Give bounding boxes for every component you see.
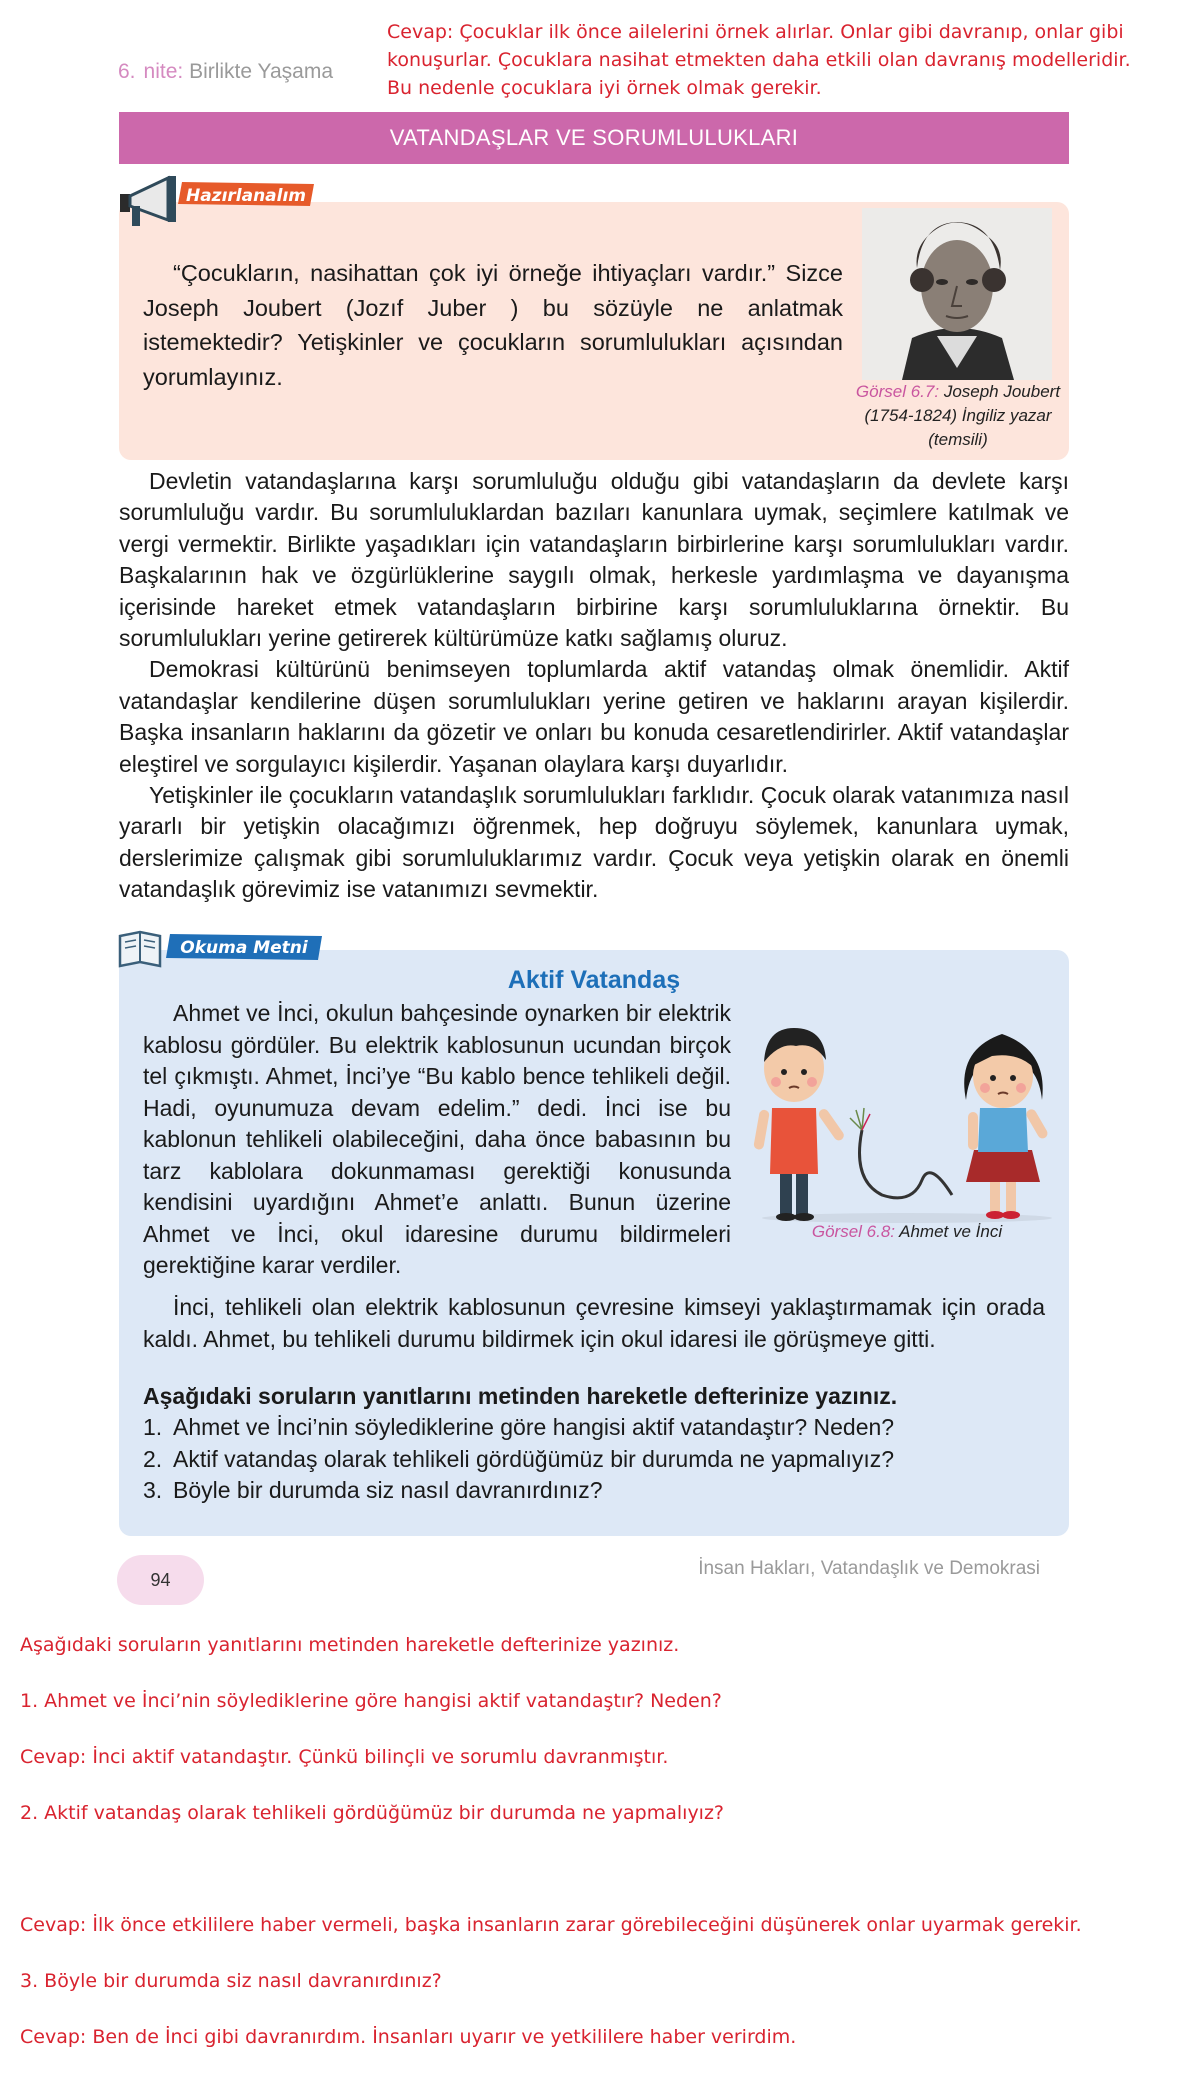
body-paragraph-2: Demokrasi kültürünü benimseyen toplumlarda aktif vatandaş olmak önemlidir. Aktif vatandaşlar kendilerine düşen sorumlulukları yerine getiren ve haklarını arayan kişilerdir. Başka insanların haklarını da gözetir ve onları bu konuda cesaretlendirirler. Aktif vatandaşlar eleştirel ve sorgulayıcı kişilerdir. Yaşanan olaylara karşı duyarlıdır. xyxy=(119,656,1069,777)
story-paragraph-1: Ahmet ve İnci, okulun bahçesinde oynarken bir elektrik kablosu gördüler. Bu elektrik kablosunun ucundan birçok tel çıkmıştı. Ahmet, İnci’ye “Bu kablo bence tehlikeli değil. Hadi, oyunumuza devam edelim.” dedi. İnci ise bu kablonun tehlikeli olabileceğini, daha önce babasının bu tarz kablolara dokunmaması gerektiği konusunda kendisini uyardığını Ahmet’e anlattı. Bunun üzerine Ahmet ve İnci, okul idaresine durumu bildirmeleri gerektiğine karar verdiler. xyxy=(143,1000,731,1278)
answers-heading: Aşağıdaki soruların yanıtlarını metinden hareketle defterinize yazınız. xyxy=(20,1634,680,1656)
questions-list xyxy=(143,1412,1045,1507)
header-answer: Cevap: Çocuklar ilk önce ailelerini örnek alırlar. Onlar gibi davranıp, onlar gibi konuşurlar. Çocuklara nasihat etmekten daha etkili olan davranış modelleridir. Bu nedenle çocuklara iyi örnek olmak gerekir. xyxy=(387,21,1131,99)
questions-heading: Aşağıdaki soruların yanıtlarını metinden hareketle defterinize yazınız. xyxy=(143,1383,898,1409)
answer-question-3: 3. Böyle bir durumda siz nasıl davranırdınız? xyxy=(20,1970,442,1992)
prep-text-content: “Çocukların, nasihattan çok iyi örneğe ihtiyaçları vardır.” Sizce Joseph Joubert (Jozıf Juber ) bu sözüyle ne anlatmak istemektedir? Yetişkinler ve çocukların sorumlulukları açısından yorumlayınız. xyxy=(143,260,843,390)
girl-figure xyxy=(964,1034,1049,1219)
boy-figure xyxy=(753,1028,846,1221)
reading-title: Aktif Vatandaş xyxy=(507,966,681,994)
kids-illustration xyxy=(752,990,1062,1225)
answer-question-2: 2. Aktif vatandaş olarak tehlikeli gördüğümüz bir durumda ne yapmalıyız? xyxy=(20,1802,725,1824)
answer-3: Cevap: Ben de İnci gibi davranırdım. İnsanları uyarır ve yetkililere haber verirdim. xyxy=(20,2026,797,2048)
prep-badge-label: Hazırlanalım xyxy=(185,186,307,206)
book-title: İnsan Hakları, Vatandaşlık ve Demokrasi xyxy=(698,1558,1040,1579)
prep-badge xyxy=(118,172,318,232)
answer-question-1: 1. Ahmet ve İnci’nin söylediklerine göre hangisi aktif vatandaştır? Neden? xyxy=(20,1690,722,1712)
portrait-image xyxy=(862,208,1052,380)
question-item: 1. Ahmet ve İnci’nin söylediklerine göre hangisi aktif vatandaştır? Neden? xyxy=(143,1414,895,1440)
page-number: 94 xyxy=(117,1555,204,1605)
unit-word: nite: xyxy=(143,60,184,83)
answer-1: Cevap: İnci aktif vatandaştır. Çünkü bilinçli ve sorumlu davranmıştır. xyxy=(20,1746,669,1768)
book-icon xyxy=(120,932,160,966)
megaphone-icon xyxy=(120,176,176,226)
body-paragraph-3: Yetişkinler ile çocukların vatandaşlık sorumlulukları farklıdır. Çocuk olarak vatanımıza nasıl yararlı bir yetişkin olacağımızı öğrenmek, hep doğruyu söylemek, kanunlara uymak, derslerimize çalışmak gibi sorumluluklarımız vardır. Çocuk veya yetişkin olarak en önemli vatandaşlık görevimiz ise vatanımızı sevmektir. xyxy=(119,782,1069,903)
question-item: 2. Aktif vatandaş olarak tehlikeli gördüğümüz bir durumda ne yapmalıyız? xyxy=(143,1445,895,1472)
story-paragraph-2: İnci, tehlikeli olan elektrik kablosunun çevresine kimseyi yaklaştırmamak için orada kaldı. Ahmet, bu tehlikeli durumu bildirmek için okul idaresi ile görüşmeye gitti. xyxy=(143,1294,1045,1352)
caption-6-7: Görsel 6.7: Joseph Joubert (1754-1824) İngiliz yazar (temsili) xyxy=(855,382,1061,449)
prep-text xyxy=(143,256,843,394)
answer-2: Cevap: İlk önce etkililere haber vermeli, başka insanların zarar görebileceğini düşünerek onlar uyarmak gerekir. xyxy=(20,1914,1082,1936)
unit-name: Birlikte Yaşama xyxy=(189,60,334,83)
section-title: VATANDAŞLAR VE SORUMLULUKLARI xyxy=(119,112,1069,164)
reading-badge-label: Okuma Metni xyxy=(180,938,308,958)
cable-illustration xyxy=(850,1108,952,1198)
unit-number: 6. xyxy=(118,60,136,83)
body-paragraph-1: Devletin vatandaşlarına karşı sorumluluğu olduğu gibi vatandaşların da devlete karşı sorumluluğu vardır. Bu sorumluluklardan bazıları kanunlara uymak, seçimlere katılmak ve vergi vermektir. Birlikte yaşadıkları için vatandaşların birbirlerine karşı sorumlulukları vardır. Başkalarının hak ve özgürlüklerine saygılı olmak, herkesle yardımlaşma ve dayanışma içerisinde hareket etmek vatandaşların birbirine karşı sorumluluklarına örnektir. Bu sorumlulukları yerine getirerek kültürümüze katkı sağlamış oluruz. xyxy=(119,468,1069,652)
caption-6-8: Görsel 6.8: Ahmet ve İnci xyxy=(811,1222,1003,1241)
question-item: 3. Böyle bir durumda siz nasıl davranırdınız? xyxy=(143,1477,603,1503)
body-text xyxy=(119,466,1069,906)
unit-label xyxy=(118,60,333,84)
